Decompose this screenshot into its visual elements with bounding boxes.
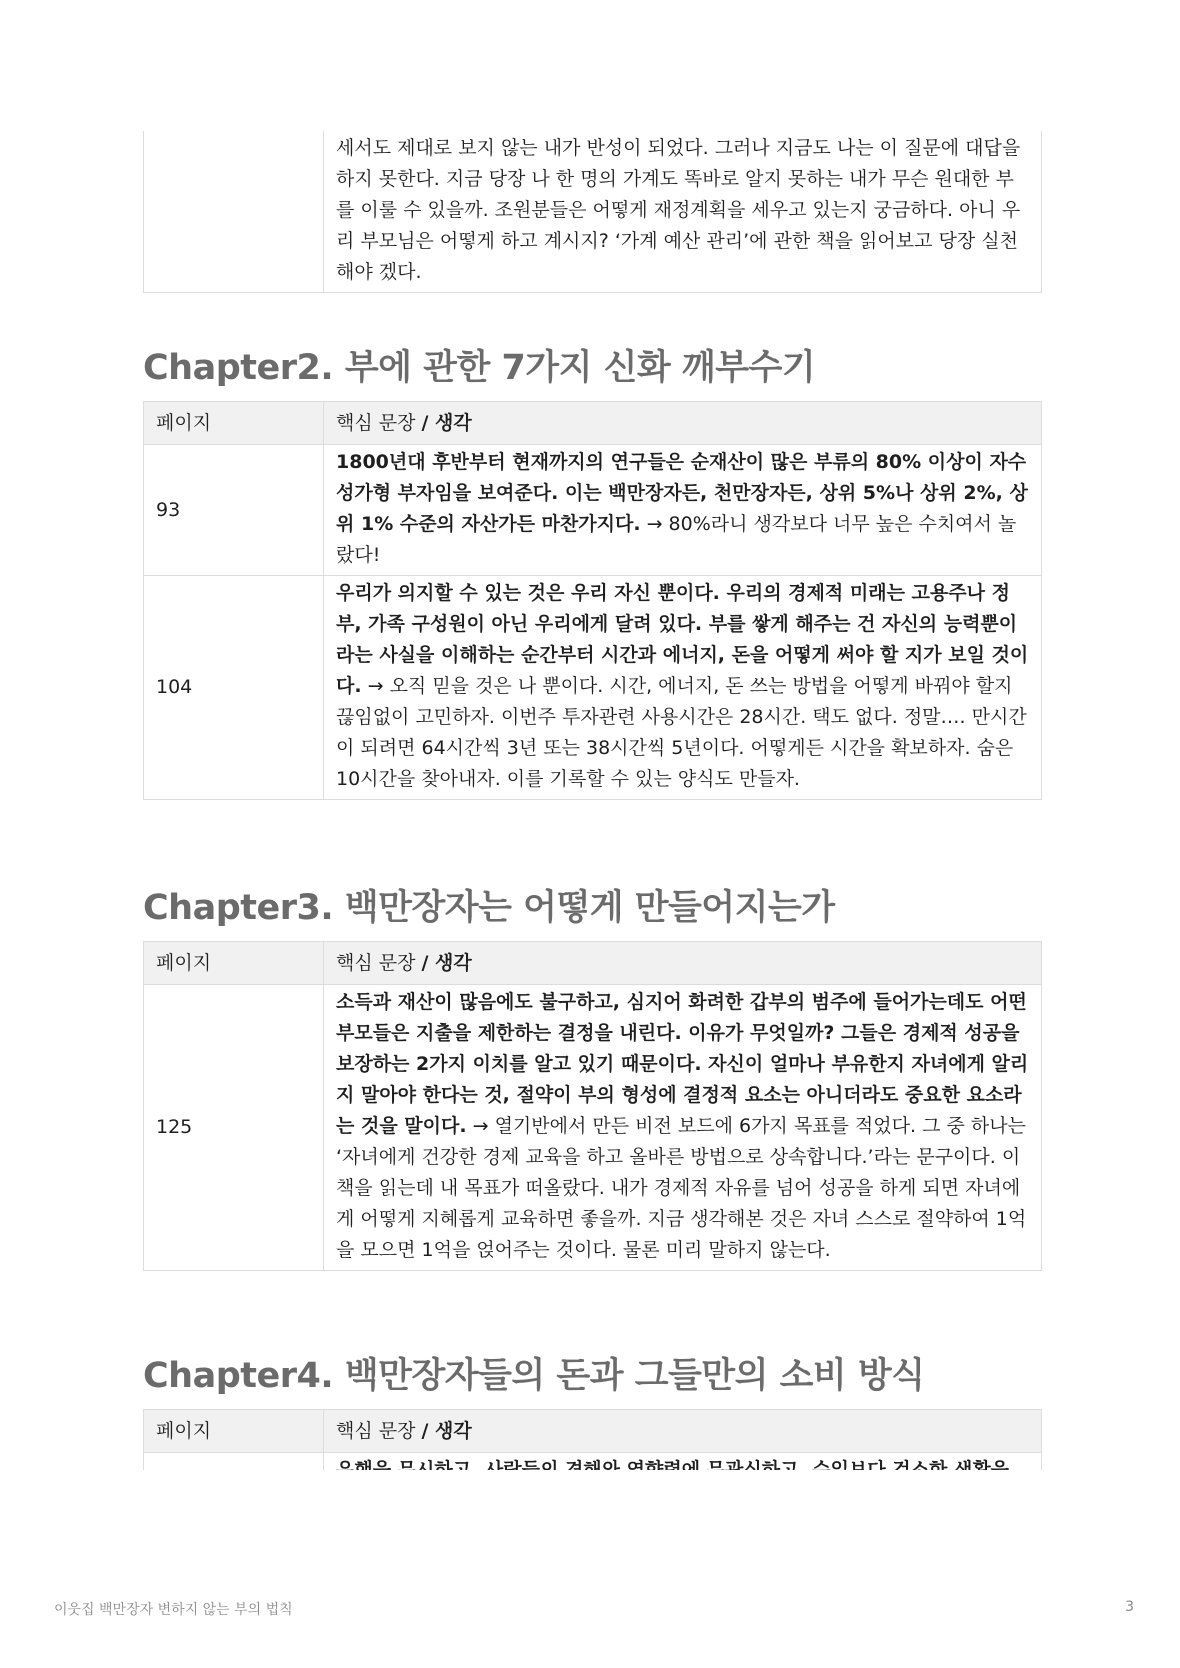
page-cell: 93 bbox=[144, 445, 324, 576]
table-row bbox=[144, 576, 1042, 800]
content-column-header: 핵심 문장 / 생각 bbox=[324, 942, 1042, 985]
chapter-heading: Chapter3. 백만장자는 어떻게 만들어지는가 bbox=[143, 888, 835, 928]
thought-text: 세서도 제대로 보지 않는 내가 반성이 되었다. 그러나 지금도 나는 이 질문에 대답을 하지 못한다. 지금 당장 나 한 명의 가계도 똑바로 알지 못하는 내가 무슨 원대한 부를 이룰 수 있을까. 조원분들은 어떻게 재정계획을 세우고 있는지 궁금하다. 아니 우리 부모님은 어떻게 하고 계시지? ‘가계 예산 관리’에 관한 책을 읽어보고 당장 실천해야 겠다. bbox=[336, 137, 1021, 283]
table-row bbox=[144, 131, 1042, 293]
footer-page-number: 3 bbox=[1125, 1599, 1134, 1615]
page-cell bbox=[144, 131, 324, 293]
thought-text: → 80%라니 생각보다 너무 높은 수치여서 놀랐다! bbox=[336, 513, 1017, 566]
table-row bbox=[144, 445, 1042, 576]
note-cell bbox=[324, 131, 1042, 293]
table-row bbox=[144, 985, 1042, 1271]
notes-table-chapter1-continued bbox=[143, 131, 1042, 293]
note-cell bbox=[324, 576, 1042, 800]
chapter-heading: Chapter2. 부에 관한 7가지 신화 깨부수기 bbox=[143, 348, 816, 388]
table-header-row bbox=[144, 942, 1042, 985]
note-cell bbox=[324, 445, 1042, 576]
quote-text: 우리가 의지할 수 있는 것은 우리 자신 뿐이다. 우리의 경제적 미래는 고용주나 정부, 가족 구성원이 아닌 우리에게 달려 있다. 부를 쌓게 해주는 건 자신의 능력뿐이라는 사실을 이해하는 순간부터 시간과 에너지, 돈을 어떻게 써야 할 지가 보일 것이다. bbox=[336, 582, 1029, 697]
content-column-header: 핵심 문장 / 생각 bbox=[324, 402, 1042, 445]
chapter-heading: Chapter4. 백만장자들의 돈과 그들만의 소비 방식 bbox=[143, 1356, 925, 1396]
table-header-row bbox=[144, 1410, 1042, 1453]
footer-book-title: 이웃집 백만장자 변하지 않는 부의 법칙 bbox=[54, 1602, 293, 1618]
content-column-header: 핵심 문장 / 생각 bbox=[324, 1410, 1042, 1453]
quote-text: 소득과 재산이 많음에도 불구하고, 심지어 화려한 갑부의 범주에 들어가는데도 어떤 부모들은 지출을 제한하는 결정을 내린다. 이유가 무엇일까? 그들은 경제적 성공을 보장하는 2가지 이치를 알고 있기 때문이다. 자신이 얼마나 부유한지 자녀에게 알리지 말아야 한다는 것, 절약이 부의 형성에 결정적 요소는 아니더라도 중요한 요소라는 것을 말이다. bbox=[336, 991, 1029, 1137]
notes-table-chapter3 bbox=[143, 941, 1042, 1271]
page-column-header: 페이지 bbox=[144, 942, 324, 985]
thought-text: → 열기반에서 만든 비전 보드에 6가지 목표를 적었다. 그 중 하나는 ‘자녀에게 건강한 경제 교육을 하고 올바른 방법으로 상속합니다.’라는 문구이다. 이 책을 읽는데 내 목표가 떠올랐다. 내가 경제적 자유를 넘어 성공을 하게 되면 자녀에게 어떻게 지혜롭게 교육하면 좋을까. 지금 생각해본 것은 자녀 스스로 절약하여 1억을 모으면 1억을 얹어주는 것이다. 물론 미리 말하지 않는다. bbox=[336, 1115, 1027, 1261]
page-bottom-margin bbox=[0, 1470, 1180, 1668]
page-column-header: 페이지 bbox=[144, 1410, 324, 1453]
quote-text: 1800년대 후반부터 현재까지의 연구들은 순재산이 많은 부류의 80% 이상이 자수성가형 부자임을 보여준다. 이는 백만장자든, 천만장자든, 상위 5%나 상위 2%, 상위 1% 수준의 자산가든 마찬가지다. bbox=[336, 451, 1028, 535]
table-header-row bbox=[144, 402, 1042, 445]
notes-table-chapter2 bbox=[143, 401, 1042, 800]
thought-text: → 오직 믿을 것은 나 뿐이다. 시간, 에너지, 돈 쓰는 방법을 어떻게 바꿔야 할지 끊임없이 고민하자. 이번주 투자관련 사용시간은 28시간. 택도 없다. 정말…. 만시간이 되려면 64시간씩 3년 또는 38시간씩 5년이다. 어떻게든 시간을 확보하자. 숨은 10시간을 찾아내자. 이를 기록할 수 있는 양식도 만들자. bbox=[336, 675, 1027, 790]
page-cell: 125 bbox=[144, 985, 324, 1271]
page-column-header: 페이지 bbox=[144, 402, 324, 445]
page-cell: 104 bbox=[144, 576, 324, 800]
note-cell bbox=[324, 985, 1042, 1271]
